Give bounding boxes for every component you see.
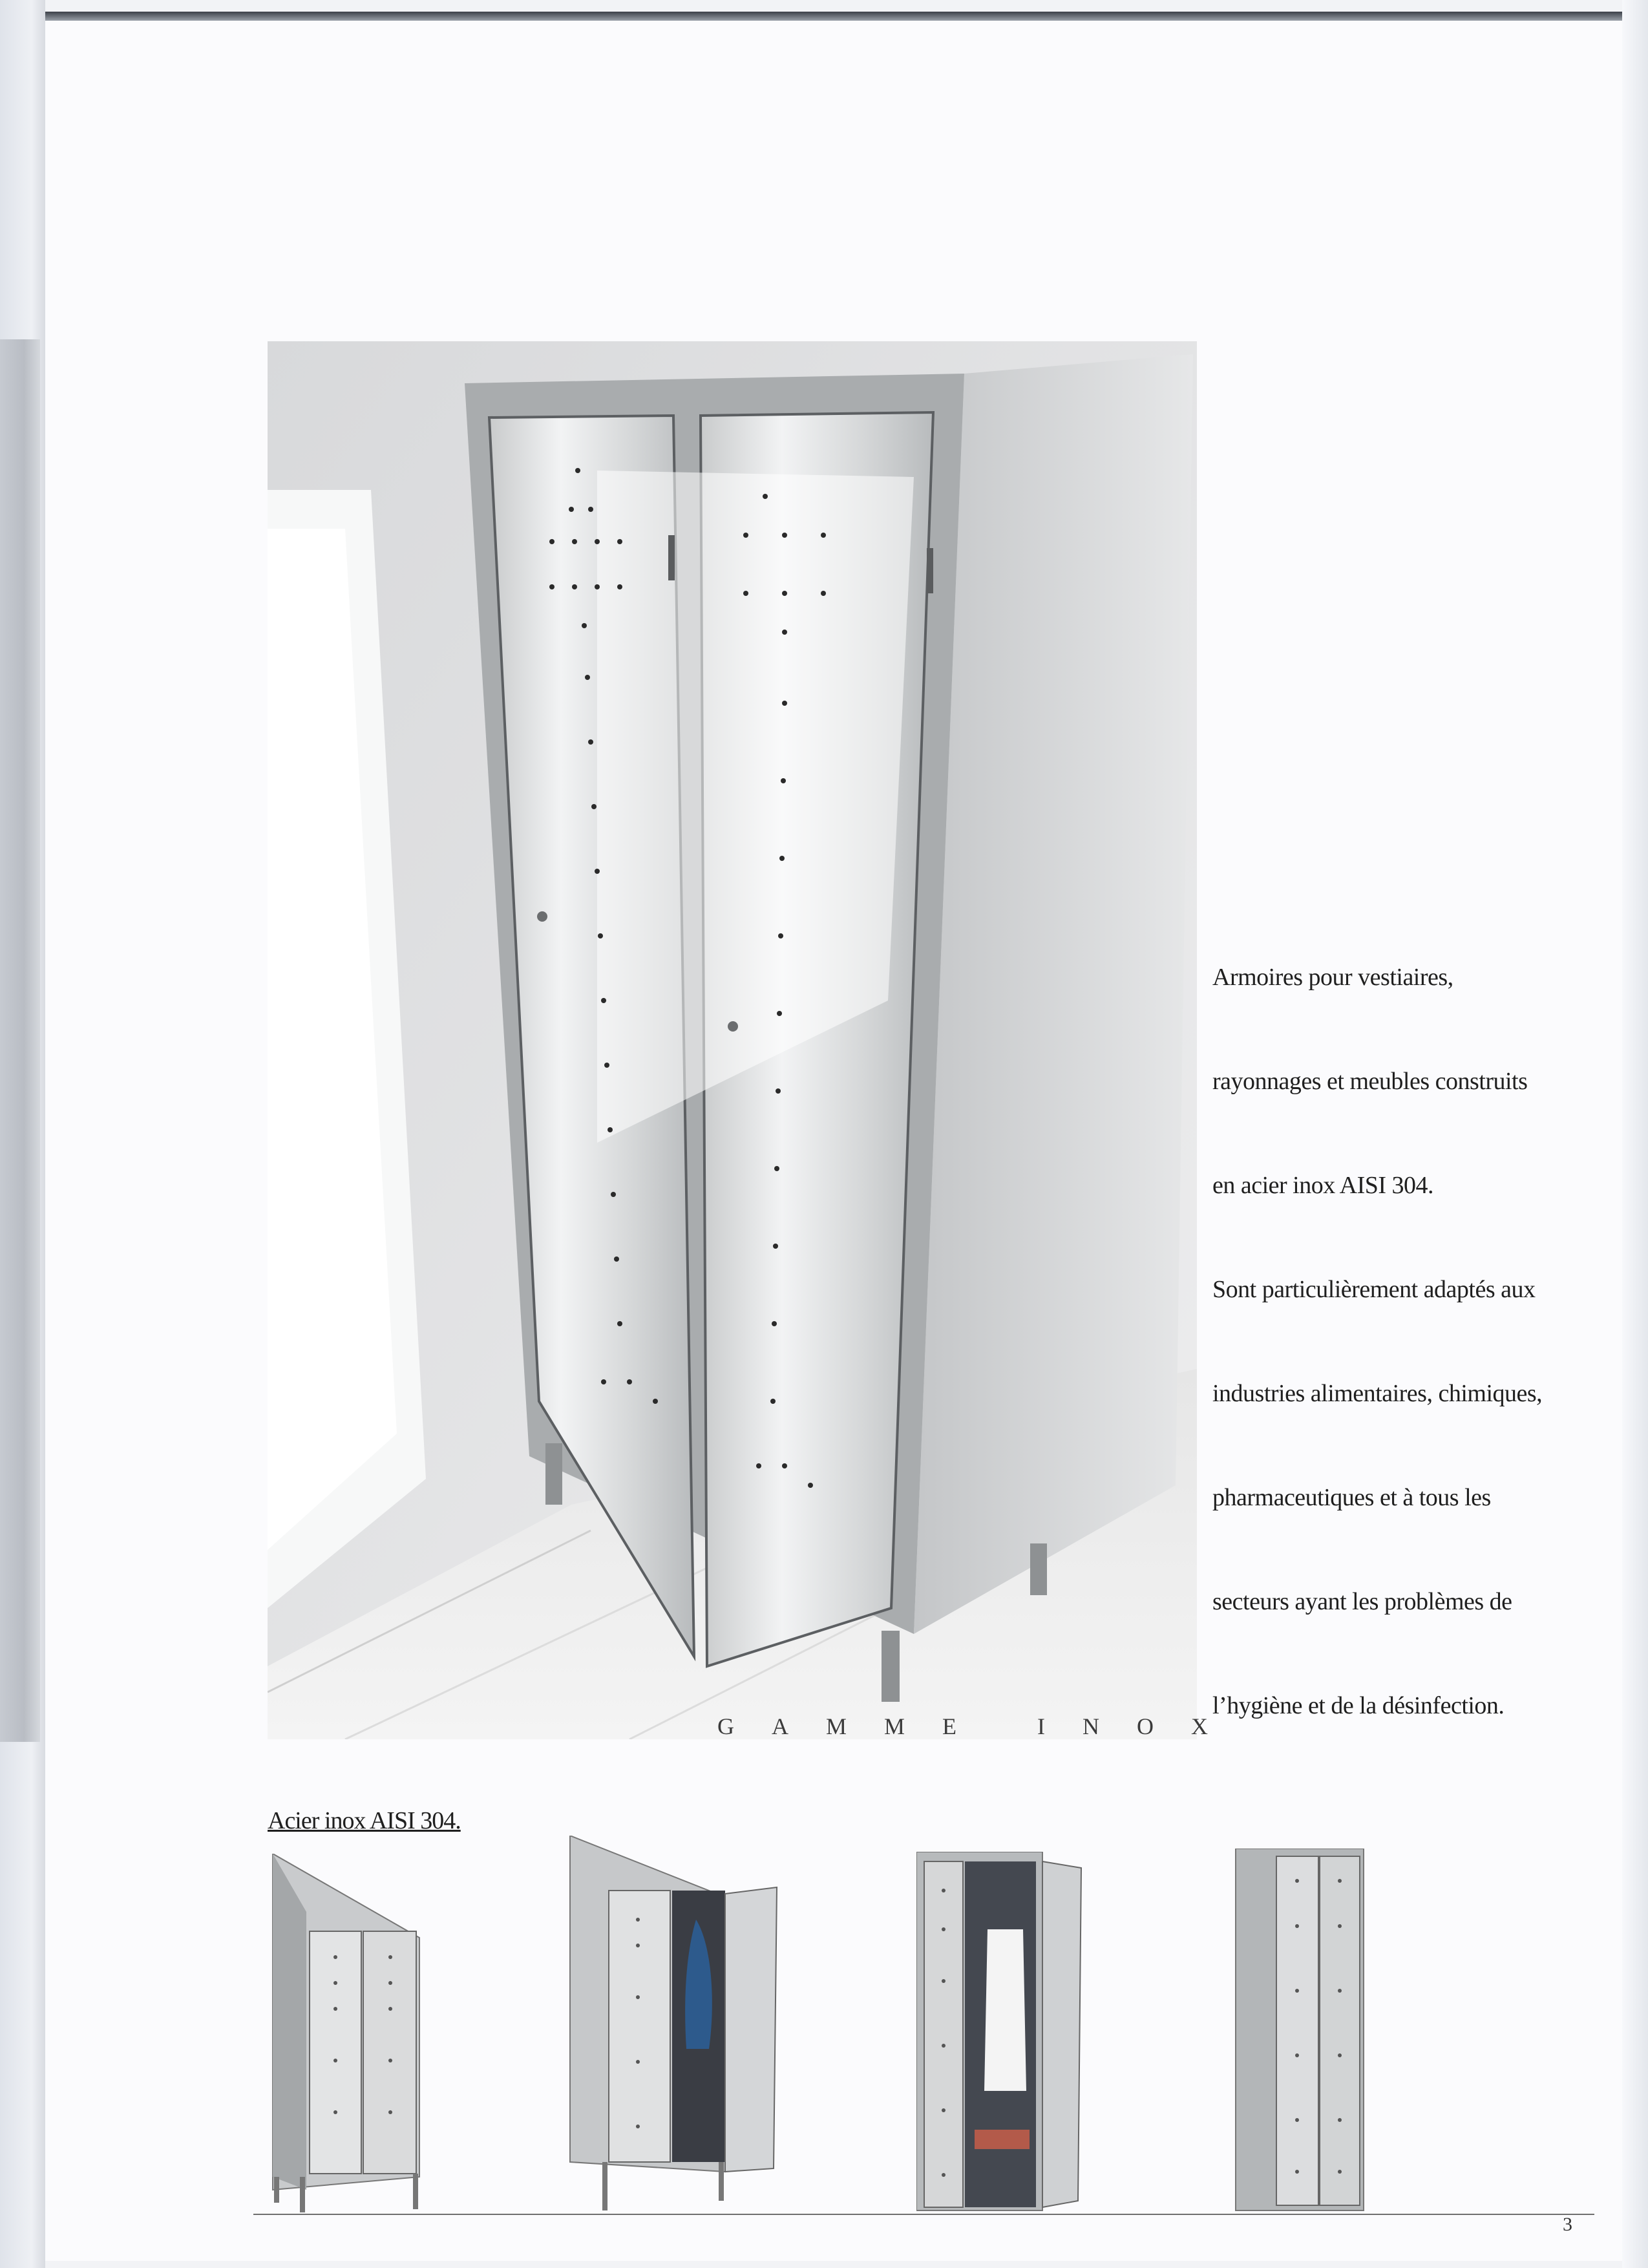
product-thumbnail-4 bbox=[1234, 1849, 1367, 2217]
description-line: industries alimentaires, chimiques, bbox=[1212, 1380, 1543, 1407]
footer-rule bbox=[253, 2214, 1594, 2215]
description-line: pharmaceutiques et à tous les bbox=[1212, 1484, 1491, 1511]
locker-sloped-closed-icon bbox=[268, 1854, 423, 2216]
description-line: l’hygiène et de la désinfection. bbox=[1212, 1692, 1505, 1719]
page-top-edge bbox=[45, 12, 1622, 21]
locker-sloped-open-icon bbox=[564, 1836, 783, 2217]
product-thumbnail-2 bbox=[564, 1836, 783, 2220]
hero-locker-illustration bbox=[268, 341, 1197, 1739]
locker-closed-tall-icon bbox=[1234, 1849, 1367, 2214]
page-number: 3 bbox=[1563, 2214, 1572, 2235]
product-thumbnail-1 bbox=[268, 1854, 423, 2219]
description-line: Sont particulièrement adaptés aux bbox=[1212, 1276, 1536, 1303]
description-line: rayonnages et meubles construits bbox=[1212, 1068, 1528, 1095]
description-line: en acier inox AISI 304. bbox=[1212, 1172, 1434, 1199]
description-line: Armoires pour vestiaires, bbox=[1212, 964, 1453, 991]
hero-photo bbox=[268, 341, 1197, 1739]
locker-open-clothes-icon bbox=[916, 1852, 1084, 2217]
page-right-edge bbox=[1622, 0, 1648, 2268]
range-tagline: GAMME INOX bbox=[717, 1713, 1245, 1739]
description-line: secteurs ayant les problèmes de bbox=[1212, 1588, 1512, 1615]
products-caption: Acier inox AISI 304. bbox=[268, 1807, 461, 1834]
previous-page-strip bbox=[0, 339, 40, 1742]
product-thumbnail-3 bbox=[916, 1852, 1084, 2220]
product-description bbox=[1212, 963, 1574, 1796]
